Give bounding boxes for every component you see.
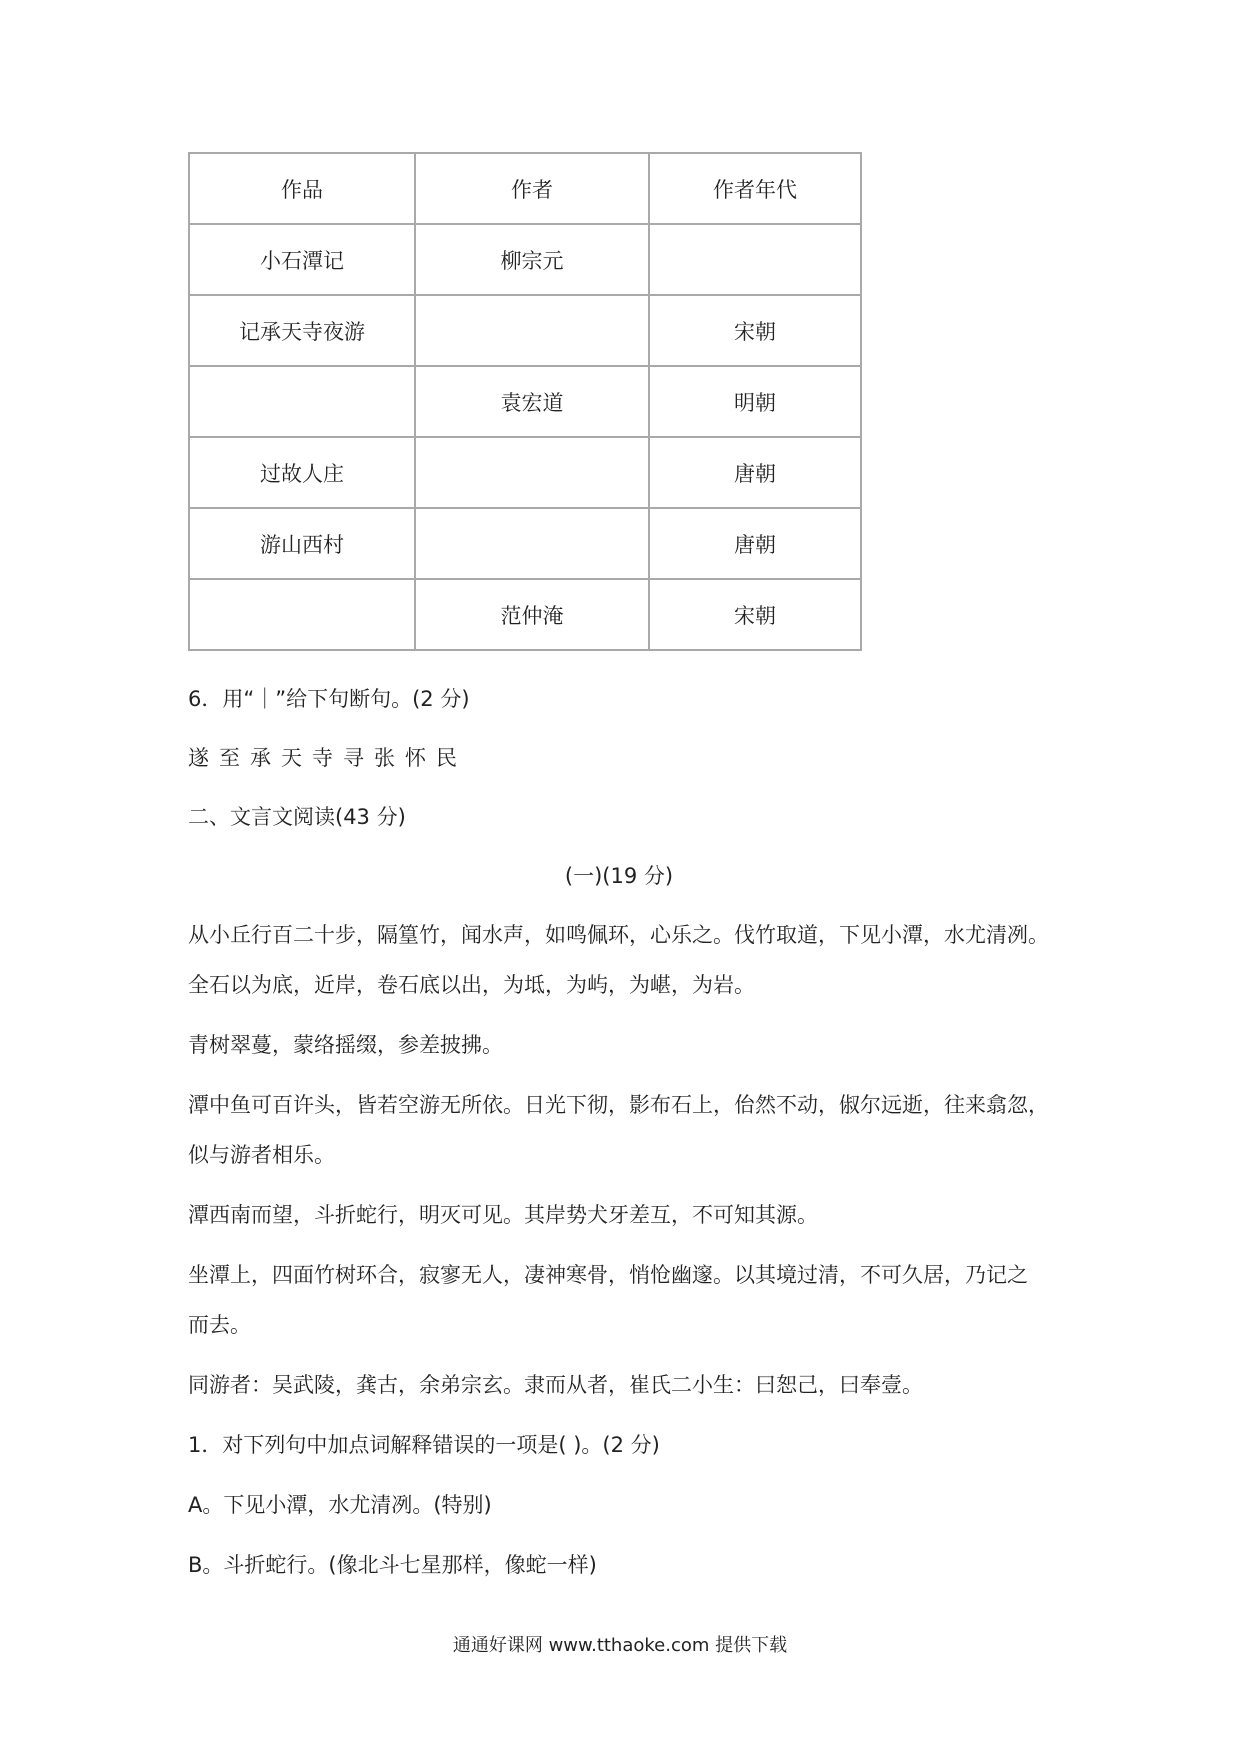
- table-cell: [649, 224, 861, 295]
- table-cell: 宋朝: [649, 295, 861, 366]
- table-cell: [415, 437, 649, 508]
- page-footer: 通通好课网 www.tthaoke.com 提供下载: [452, 1635, 788, 1656]
- passage-line: 同游者：吴武陵，龚古，余弟宗玄。隶而从者，崔氏二小生：曰恕己，曰奉壹。: [188, 1373, 923, 1397]
- table-cell: [189, 579, 415, 650]
- table-cell: 唐朝: [649, 508, 861, 579]
- table-row: [189, 437, 861, 508]
- table-cell: [415, 295, 649, 366]
- passage-line: 似与游者相乐。: [188, 1143, 335, 1167]
- passage-line: 潭中鱼可百许头，皆若空游无所依。日光下彻，影布石上，佁然不动，俶尔远逝，往来翕忽，: [188, 1093, 1049, 1117]
- passage-line: 而去。: [188, 1313, 251, 1337]
- table-cell: 游山西村: [189, 508, 415, 579]
- table-header-cell: 作品: [189, 153, 415, 224]
- table-cell: 宋朝: [649, 579, 861, 650]
- question-6-sentence: 遂至承天寺寻张怀民: [188, 746, 467, 770]
- table-row: [189, 224, 861, 295]
- passage-line: 潭西南而望，斗折蛇行，明灭可见。其岸势犬牙差互，不可知其源。: [188, 1203, 818, 1227]
- passage-line: 全石以为底，近岸，卷石底以出，为坻，为屿，为嵁，为岩。: [188, 973, 755, 997]
- table-row: [189, 366, 861, 437]
- passage-line: 坐潭上，四面竹树环合，寂寥无人，凄神寒骨，悄怆幽邃。以其境过清，不可久居，乃记之: [188, 1263, 1028, 1287]
- table-header-cell: 作者年代: [649, 153, 861, 224]
- table-cell: 范仲淹: [415, 579, 649, 650]
- table-cell: [189, 366, 415, 437]
- question-1-prompt: 1．对下列句中加点词解释错误的一项是( )。(2 分): [188, 1433, 660, 1457]
- table-row: [189, 295, 861, 366]
- table-cell: 小石潭记: [189, 224, 415, 295]
- question-1-option-a: A。下见小潭，水尤清冽。(特别): [188, 1493, 492, 1517]
- table-cell: 过故人庄: [189, 437, 415, 508]
- subsection-heading: (一)(19 分): [564, 864, 674, 888]
- table-header-cell: 作者: [415, 153, 649, 224]
- question-1-option-b: B。斗折蛇行。(像北斗七星那样，像蛇一样): [188, 1553, 597, 1577]
- table-cell: 记承天寺夜游: [189, 295, 415, 366]
- table-header-row: [189, 153, 861, 224]
- table-cell: [415, 508, 649, 579]
- section-heading: 二、文言文阅读(43 分): [188, 805, 406, 829]
- table-cell: 明朝: [649, 366, 861, 437]
- works-table: [188, 152, 862, 651]
- table-row: [189, 508, 861, 579]
- table-row: [189, 579, 861, 650]
- passage-line: 从小丘行百二十步，隔篁竹，闻水声，如鸣佩环，心乐之。伐竹取道，下见小潭，水尤清冽。: [188, 923, 1049, 947]
- table-cell: 柳宗元: [415, 224, 649, 295]
- question-6-prompt: 6．用“｜”给下句断句。(2 分): [188, 687, 470, 711]
- passage-line: 青树翠蔓，蒙络摇缀，参差披拂。: [188, 1033, 503, 1057]
- table-cell: 唐朝: [649, 437, 861, 508]
- table-cell: 袁宏道: [415, 366, 649, 437]
